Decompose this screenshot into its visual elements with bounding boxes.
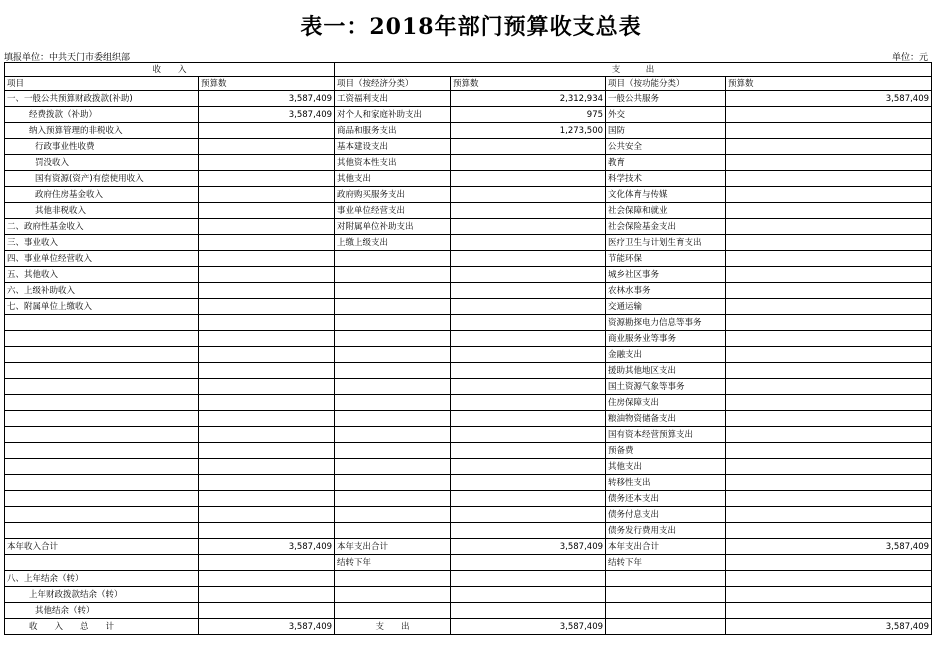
page-title: 表一：2018年部门预算收支总表 xyxy=(300,14,642,40)
section-header-row xyxy=(5,63,932,77)
budget-amount-cell xyxy=(726,363,932,379)
budget-amount-cell xyxy=(199,571,335,587)
item-name-cell: 债务还本支出 xyxy=(606,491,726,507)
budget-amount-cell xyxy=(451,331,606,347)
item-name-cell: 六、上级补助收入 xyxy=(5,283,199,299)
table-row xyxy=(5,187,932,203)
item-name-cell xyxy=(5,427,199,443)
table-row xyxy=(5,219,932,235)
budget-amount-cell xyxy=(451,379,606,395)
currency-unit: 单位：元 xyxy=(891,53,928,63)
budget-amount-cell: 3,587,409 xyxy=(199,539,335,555)
table-row xyxy=(5,459,932,475)
reporting-unit: 填报单位：中共天门市委组织部 xyxy=(4,53,131,63)
item-name-cell: 经费拨款（补助） xyxy=(5,107,199,123)
expense-section-header: 支 出 xyxy=(335,63,932,77)
budget-amount-cell xyxy=(199,187,335,203)
item-name-cell: 上缴上级支出 xyxy=(335,235,451,251)
budget-amount-cell xyxy=(199,507,335,523)
item-name-cell xyxy=(335,443,451,459)
item-name-cell: 国土资源气象等事务 xyxy=(606,379,726,395)
budget-amount-cell xyxy=(726,107,932,123)
item-name-cell: 事业单位经营支出 xyxy=(335,203,451,219)
budget-amount-cell xyxy=(451,363,606,379)
item-name-cell: 二、政府性基金收入 xyxy=(5,219,199,235)
budget-amount-cell xyxy=(451,235,606,251)
item-name-cell: 债务发行费用支出 xyxy=(606,523,726,539)
item-name-cell xyxy=(335,283,451,299)
table-row xyxy=(5,139,932,155)
item-name-cell: 外交 xyxy=(606,107,726,123)
item-name-cell: 教育 xyxy=(606,155,726,171)
item-name-cell: 五、其他收入 xyxy=(5,267,199,283)
budget-amount-cell xyxy=(199,555,335,571)
table-row xyxy=(5,587,932,603)
item-name-cell xyxy=(5,443,199,459)
item-name-cell xyxy=(5,459,199,475)
budget-amount-cell xyxy=(199,283,335,299)
budget-amount-cell xyxy=(726,219,932,235)
budget-amount-cell: 1,273,500 xyxy=(451,123,606,139)
item-name-cell: 国防 xyxy=(606,123,726,139)
item-name-cell: 上年财政拨款结余（转） xyxy=(5,587,199,603)
item-name-cell: 商品和服务支出 xyxy=(335,123,451,139)
item-name-cell xyxy=(606,619,726,635)
table-row xyxy=(5,523,932,539)
budget-amount-cell xyxy=(199,491,335,507)
budget-amount-cell xyxy=(451,171,606,187)
budget-amount-cell xyxy=(726,283,932,299)
item-name-cell: 其他资本性支出 xyxy=(335,155,451,171)
item-name-cell xyxy=(335,475,451,491)
item-name-cell: 基本建设支出 xyxy=(335,139,451,155)
item-name-cell: 结转下年 xyxy=(606,555,726,571)
budget-amount-cell xyxy=(726,235,932,251)
budget-amount-cell xyxy=(726,347,932,363)
item-name-cell: 金融支出 xyxy=(606,347,726,363)
table-row xyxy=(5,507,932,523)
budget-amount-cell xyxy=(199,299,335,315)
budget-amount-cell: 3,587,409 xyxy=(199,107,335,123)
table-row xyxy=(5,571,932,587)
item-name-cell: 对附属单位补助支出 xyxy=(335,219,451,235)
budget-amount-cell xyxy=(199,443,335,459)
budget-amount-cell xyxy=(199,331,335,347)
budget-amount-cell: 3,587,409 xyxy=(199,91,335,107)
budget-amount-cell xyxy=(199,139,335,155)
budget-amount-cell xyxy=(451,523,606,539)
table-row xyxy=(5,123,932,139)
budget-amount-cell xyxy=(451,347,606,363)
budget-amount-cell xyxy=(451,507,606,523)
item-name-cell xyxy=(335,571,451,587)
item-name-cell: 本年支出合计 xyxy=(335,539,451,555)
item-name-cell: 粮油物资储备支出 xyxy=(606,411,726,427)
table-row xyxy=(5,347,932,363)
table-row xyxy=(5,379,932,395)
item-name-cell xyxy=(335,427,451,443)
budget-amount-cell xyxy=(726,171,932,187)
income-section-header: 收 入 xyxy=(5,63,335,77)
budget-amount-cell xyxy=(199,475,335,491)
item-name-cell: 预备费 xyxy=(606,443,726,459)
budget-amount-cell xyxy=(199,235,335,251)
item-name-cell: 农林水事务 xyxy=(606,283,726,299)
budget-amount-cell: 3,587,409 xyxy=(726,619,932,635)
item-name-cell: 其他支出 xyxy=(335,171,451,187)
table-row xyxy=(5,555,932,571)
item-name-cell: 四、事业单位经营收入 xyxy=(5,251,199,267)
item-name-cell: 节能环保 xyxy=(606,251,726,267)
item-name-cell: 一般公共服务 xyxy=(606,91,726,107)
budget-amount-cell xyxy=(726,443,932,459)
item-name-cell: 工资福利支出 xyxy=(335,91,451,107)
budget-amount-cell xyxy=(726,155,932,171)
table-row xyxy=(5,411,932,427)
budget-amount-cell xyxy=(726,139,932,155)
item-name-cell: 七、附属单位上缴收入 xyxy=(5,299,199,315)
budget-amount-cell xyxy=(199,171,335,187)
item-name-cell: 支 出 xyxy=(335,619,451,635)
item-name-cell: 本年支出合计 xyxy=(606,539,726,555)
table-row xyxy=(5,603,932,619)
item-name-cell xyxy=(5,475,199,491)
item-name-cell xyxy=(5,347,199,363)
item-name-cell: 其他非税收入 xyxy=(5,203,199,219)
column-header: 项目（按经济分类） xyxy=(335,77,451,91)
column-header: 预算数 xyxy=(451,77,606,91)
table-row xyxy=(5,363,932,379)
item-name-cell: 交通运输 xyxy=(606,299,726,315)
budget-amount-cell xyxy=(726,395,932,411)
item-name-cell xyxy=(335,251,451,267)
item-name-cell: 商业服务业等事务 xyxy=(606,331,726,347)
budget-amount-cell xyxy=(726,299,932,315)
budget-amount-cell xyxy=(451,571,606,587)
item-name-cell: 社会保险基金支出 xyxy=(606,219,726,235)
table-row xyxy=(5,395,932,411)
table-row xyxy=(5,91,932,107)
budget-amount-cell xyxy=(726,603,932,619)
budget-amount-cell: 3,587,409 xyxy=(451,619,606,635)
item-name-cell: 结转下年 xyxy=(335,555,451,571)
item-name-cell: 八、上年结余（转） xyxy=(5,571,199,587)
item-name-cell xyxy=(5,315,199,331)
item-name-cell xyxy=(335,491,451,507)
budget-amount-cell xyxy=(199,459,335,475)
item-name-cell xyxy=(5,331,199,347)
item-name-cell xyxy=(335,363,451,379)
item-name-cell: 城乡社区事务 xyxy=(606,267,726,283)
budget-amount-cell xyxy=(451,283,606,299)
budget-amount-cell xyxy=(726,523,932,539)
item-name-cell: 罚没收入 xyxy=(5,155,199,171)
item-name-cell: 其他支出 xyxy=(606,459,726,475)
budget-amount-cell xyxy=(451,315,606,331)
item-name-cell xyxy=(5,491,199,507)
budget-amount-cell xyxy=(199,523,335,539)
budget-amount-cell xyxy=(199,315,335,331)
budget-amount-cell xyxy=(726,123,932,139)
budget-amount-cell xyxy=(726,315,932,331)
budget-amount-cell xyxy=(199,155,335,171)
table-row xyxy=(5,155,932,171)
table-row xyxy=(5,251,932,267)
item-name-cell: 文化体育与传媒 xyxy=(606,187,726,203)
item-name-cell: 公共安全 xyxy=(606,139,726,155)
budget-amount-cell xyxy=(451,491,606,507)
item-name-cell: 其他结余（转） xyxy=(5,603,199,619)
budget-amount-cell xyxy=(199,363,335,379)
item-name-cell xyxy=(5,411,199,427)
budget-amount-cell xyxy=(726,331,932,347)
table-row xyxy=(5,283,932,299)
column-header: 项目 xyxy=(5,77,199,91)
item-name-cell xyxy=(5,395,199,411)
item-name-cell xyxy=(335,507,451,523)
budget-amount-cell xyxy=(451,587,606,603)
item-name-cell: 国有资本经营预算支出 xyxy=(606,427,726,443)
table-row xyxy=(5,171,932,187)
table-row xyxy=(5,203,932,219)
item-name-cell xyxy=(606,571,726,587)
item-name-cell xyxy=(335,379,451,395)
column-header: 预算数 xyxy=(726,77,932,91)
item-name-cell: 对个人和家庭补助支出 xyxy=(335,107,451,123)
budget-amount-cell xyxy=(726,379,932,395)
item-name-cell xyxy=(335,299,451,315)
table-row xyxy=(5,315,932,331)
budget-amount-cell xyxy=(726,427,932,443)
budget-amount-cell: 3,587,409 xyxy=(726,91,932,107)
column-header-row xyxy=(5,77,932,91)
budget-amount-cell: 3,587,409 xyxy=(726,539,932,555)
item-name-cell: 科学技术 xyxy=(606,171,726,187)
item-name-cell: 资源勘探电力信息等事务 xyxy=(606,315,726,331)
table-row xyxy=(5,331,932,347)
item-name-cell: 转移性支出 xyxy=(606,475,726,491)
budget-amount-cell xyxy=(199,587,335,603)
item-name-cell xyxy=(5,555,199,571)
budget-amount-cell xyxy=(451,203,606,219)
item-name-cell xyxy=(335,395,451,411)
table-row xyxy=(5,443,932,459)
table-row xyxy=(5,299,932,315)
budget-amount-cell xyxy=(726,251,932,267)
column-header: 项目（按功能分类） xyxy=(606,77,726,91)
budget-amount-cell xyxy=(726,203,932,219)
budget-amount-cell xyxy=(726,187,932,203)
item-name-cell: 政府住房基金收入 xyxy=(5,187,199,203)
item-name-cell xyxy=(606,603,726,619)
budget-amount-cell xyxy=(199,219,335,235)
item-name-cell: 社会保障和就业 xyxy=(606,203,726,219)
budget-amount-cell xyxy=(726,587,932,603)
budget-amount-cell xyxy=(451,475,606,491)
item-name-cell xyxy=(606,587,726,603)
budget-amount-cell xyxy=(451,395,606,411)
item-name-cell xyxy=(335,315,451,331)
budget-amount-cell xyxy=(199,123,335,139)
item-name-cell xyxy=(335,459,451,475)
budget-amount-cell xyxy=(451,219,606,235)
budget-amount-cell xyxy=(726,555,932,571)
item-name-cell: 住房保障支出 xyxy=(606,395,726,411)
item-name-cell: 政府购买服务支出 xyxy=(335,187,451,203)
item-name-cell xyxy=(335,331,451,347)
item-name-cell: 收 入 总 计 xyxy=(5,619,199,635)
item-name-cell: 债务付息支出 xyxy=(606,507,726,523)
budget-amount-cell xyxy=(199,379,335,395)
budget-amount-cell xyxy=(451,155,606,171)
table-row xyxy=(5,539,932,555)
item-name-cell xyxy=(335,603,451,619)
budget-amount-cell xyxy=(451,251,606,267)
budget-table xyxy=(4,62,932,635)
item-name-cell xyxy=(335,411,451,427)
budget-amount-cell xyxy=(199,203,335,219)
budget-amount-cell xyxy=(726,571,932,587)
budget-amount-cell xyxy=(199,347,335,363)
item-name-cell xyxy=(5,523,199,539)
budget-amount-cell xyxy=(451,411,606,427)
budget-amount-cell: 975 xyxy=(451,107,606,123)
table-row xyxy=(5,107,932,123)
budget-amount-cell xyxy=(451,555,606,571)
table-row xyxy=(5,475,932,491)
item-name-cell xyxy=(5,507,199,523)
item-name-cell: 国有资源(资产)有偿使用收入 xyxy=(5,171,199,187)
item-name-cell xyxy=(335,347,451,363)
budget-amount-cell xyxy=(199,395,335,411)
budget-amount-cell xyxy=(726,475,932,491)
table-row xyxy=(5,267,932,283)
budget-amount-cell xyxy=(726,491,932,507)
budget-amount-cell xyxy=(451,267,606,283)
budget-amount-cell xyxy=(199,427,335,443)
budget-amount-cell xyxy=(451,443,606,459)
item-name-cell xyxy=(335,267,451,283)
table-row xyxy=(5,491,932,507)
budget-amount-cell: 3,587,409 xyxy=(199,619,335,635)
budget-amount-cell: 3,587,409 xyxy=(451,539,606,555)
table-row xyxy=(5,427,932,443)
budget-amount-cell xyxy=(726,267,932,283)
budget-amount-cell xyxy=(199,411,335,427)
item-name-cell: 一、一般公共预算财政拨款(补助) xyxy=(5,91,199,107)
item-name-cell: 行政事业性收费 xyxy=(5,139,199,155)
item-name-cell: 三、事业收入 xyxy=(5,235,199,251)
budget-amount-cell xyxy=(726,411,932,427)
item-name-cell xyxy=(335,587,451,603)
budget-amount-cell xyxy=(199,251,335,267)
item-name-cell xyxy=(5,363,199,379)
budget-amount-cell xyxy=(199,267,335,283)
item-name-cell xyxy=(5,379,199,395)
table-row xyxy=(5,235,932,251)
budget-amount-cell xyxy=(451,427,606,443)
budget-amount-cell xyxy=(451,603,606,619)
item-name-cell: 医疗卫生与计划生育支出 xyxy=(606,235,726,251)
budget-amount-cell xyxy=(726,459,932,475)
budget-amount-cell xyxy=(726,507,932,523)
budget-amount-cell xyxy=(451,459,606,475)
item-name-cell xyxy=(335,523,451,539)
budget-amount-cell: 2,312,934 xyxy=(451,91,606,107)
budget-amount-cell xyxy=(451,299,606,315)
table-row xyxy=(5,619,932,635)
budget-amount-cell xyxy=(199,603,335,619)
budget-amount-cell xyxy=(451,187,606,203)
budget-amount-cell xyxy=(451,139,606,155)
column-header: 预算数 xyxy=(199,77,335,91)
item-name-cell: 本年收入合计 xyxy=(5,539,199,555)
item-name-cell: 援助其他地区支出 xyxy=(606,363,726,379)
item-name-cell: 纳入预算管理的非税收入 xyxy=(5,123,199,139)
